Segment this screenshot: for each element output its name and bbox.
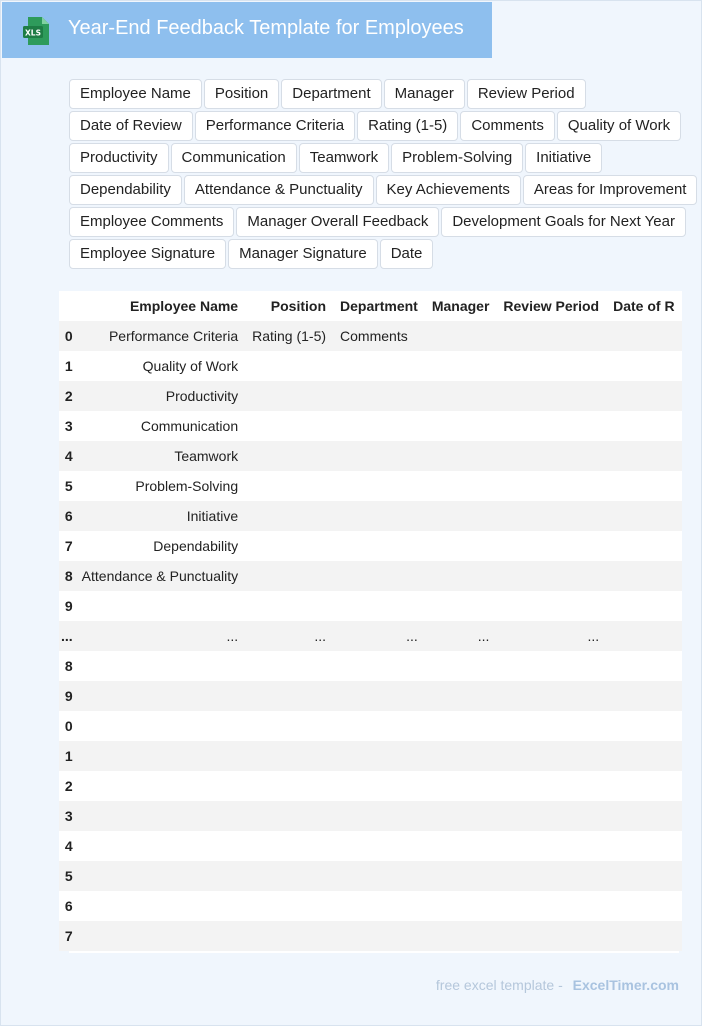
table-cell [496,651,606,681]
row-index: 8 [59,561,75,591]
footer-brand-link[interactable]: ExcelTimer.com [572,977,679,993]
table-cell [333,801,425,831]
table-cell [425,411,497,441]
row-index: 5 [59,471,75,501]
field-tag[interactable]: Rating (1-5) [357,111,458,141]
table-cell [496,531,606,561]
table-cell [333,351,425,381]
table-cell [496,471,606,501]
table-cell [333,561,425,591]
table-cell: ... [333,621,425,651]
table-cell [606,741,681,771]
table-cell [496,891,606,921]
row-index: 3 [59,411,75,441]
field-tag[interactable]: Key Achievements [376,175,521,205]
row-index: 4 [59,441,75,471]
field-tag[interactable]: Manager Overall Feedback [236,207,439,237]
column-header: Manager [425,291,497,321]
table-cell [496,831,606,861]
field-tag[interactable]: Manager [384,79,465,109]
table-cell [245,441,333,471]
table-cell: Attendance & Punctuality [75,561,245,591]
table-cell [496,591,606,621]
row-index: 1 [59,741,75,771]
table-cell [75,681,245,711]
row-index: 9 [59,591,75,621]
row-index: 7 [59,921,75,951]
table-cell [425,471,497,501]
row-index: 0 [59,711,75,741]
table-cell: Performance Criteria [75,321,245,351]
table-cell [333,471,425,501]
table-cell [606,501,681,531]
table-cell [333,591,425,621]
table-cell [425,321,497,351]
footer-credit [436,977,679,993]
table-row [59,591,682,621]
table-row [59,651,682,681]
table-cell [425,531,497,561]
table-row [59,471,682,501]
table-cell [425,801,497,831]
footer-prefix: free excel template - [435,977,563,993]
table-cell [333,681,425,711]
table-cell [606,801,681,831]
column-header: Department [333,291,425,321]
table-cell [245,411,333,441]
table-cell [496,441,606,471]
table-cell [496,561,606,591]
table-cell [75,861,245,891]
table-row [59,411,682,441]
row-index: 5 [59,861,75,891]
table-cell [496,921,606,951]
table-cell: Communication [75,411,245,441]
row-index: 7 [59,531,75,561]
field-tag[interactable]: Date [380,239,434,269]
field-tag[interactable]: Department [281,79,381,109]
table-cell [425,831,497,861]
table-cell [496,681,606,711]
xls-icon-label: XLS [25,28,41,38]
table-cell [496,351,606,381]
table-cell [425,561,497,591]
table-cell [333,411,425,441]
table-cell [425,711,497,741]
column-header: Position [245,291,333,321]
table-cell [245,501,333,531]
table-cell [75,801,245,831]
table-cell [425,681,497,711]
table-cell: ... [425,621,497,651]
xls-file-icon [22,16,50,46]
field-tag[interactable]: Employee Name [69,79,202,109]
table-cell [333,651,425,681]
field-tag[interactable]: Performance Criteria [195,111,355,141]
table-row [59,861,682,891]
table-cell [245,591,333,621]
table-row [59,711,682,741]
table-cell [245,711,333,741]
table-cell [606,651,681,681]
table-cell [606,591,681,621]
table-cell: ... [245,621,333,651]
field-tag[interactable]: Problem-Solving [391,143,523,173]
table-row [59,441,682,471]
row-index: ... [59,621,75,651]
table-cell [333,831,425,861]
table-cell [425,651,497,681]
field-tag[interactable]: Employee Comments [69,207,234,237]
table-cell [425,741,497,771]
table-cell [606,831,681,861]
table-cell [75,771,245,801]
table-cell: Productivity [75,381,245,411]
table-row [59,501,682,531]
table-cell [75,891,245,921]
index-header [59,291,75,321]
field-tag[interactable]: Areas for Improvement [523,175,698,205]
table-cell [425,381,497,411]
table-cell [75,711,245,741]
column-header: Employee Name [75,291,245,321]
table-cell [333,861,425,891]
table-cell [425,351,497,381]
table-cell [606,771,681,801]
table-cell [333,381,425,411]
table-header-row [59,291,682,321]
table-row [59,921,682,951]
field-tag[interactable]: Comments [460,111,555,141]
table-cell [496,711,606,741]
table-row [59,771,682,801]
table-cell [425,771,497,801]
field-tag[interactable]: Teamwork [299,143,389,173]
table-cell [333,501,425,531]
table-cell [245,651,333,681]
table-cell [333,741,425,771]
table-cell [606,711,681,741]
field-tag[interactable]: Initiative [525,143,602,173]
table-cell [606,921,681,951]
table-cell [606,681,681,711]
field-tag-list [69,79,701,269]
table-cell [245,861,333,891]
table-cell [496,321,606,351]
table-cell [606,321,681,351]
table-cell [75,741,245,771]
table-cell [333,921,425,951]
table-cell [425,861,497,891]
row-index: 2 [59,381,75,411]
column-header: Review Period [496,291,606,321]
table-row [59,801,682,831]
table-cell [245,801,333,831]
table-cell [425,591,497,621]
table-cell [245,681,333,711]
row-index: 4 [59,831,75,861]
table-cell: Comments [333,321,425,351]
field-tag[interactable]: Manager Signature [228,239,378,269]
table-cell [245,891,333,921]
row-index: 3 [59,801,75,831]
table-cell [606,621,681,651]
table-cell [333,891,425,921]
table-cell: Dependability [75,531,245,561]
table-row [59,321,682,351]
header-banner [2,2,492,58]
row-index: 1 [59,351,75,381]
table-cell [496,501,606,531]
field-tag[interactable]: Dependability [69,175,182,205]
table-cell [75,651,245,681]
table-cell [496,381,606,411]
table-row [59,831,682,861]
field-tag[interactable]: Review Period [467,79,586,109]
table-cell [245,831,333,861]
spreadsheet-preview [61,291,679,953]
table-cell: Initiative [75,501,245,531]
table-cell: Rating (1-5) [245,321,333,351]
field-tag[interactable]: Quality of Work [557,111,681,141]
table-cell [606,441,681,471]
table-cell [496,861,606,891]
table-cell [425,441,497,471]
row-index: 6 [59,501,75,531]
row-index: 6 [59,891,75,921]
table-cell [496,771,606,801]
table-row [59,531,682,561]
table-cell [245,531,333,561]
table-cell [245,471,333,501]
column-header: Date of R [606,291,681,321]
table-cell [75,921,245,951]
table-row [59,741,682,771]
table-cell [606,381,681,411]
table-row [59,381,682,411]
table-cell [606,531,681,561]
table-cell [425,891,497,921]
table-cell: Problem-Solving [75,471,245,501]
table-cell [245,771,333,801]
table-cell [245,381,333,411]
table-cell [606,471,681,501]
table-row [59,891,682,921]
table-cell [496,741,606,771]
table-cell: ... [75,621,245,651]
field-tag[interactable]: Employee Signature [69,239,226,269]
field-tag[interactable]: Date of Review [69,111,193,141]
table-row [59,351,682,381]
page-title: Year-End Feedback Template for Employees [68,17,464,39]
table-cell [333,531,425,561]
field-tag[interactable]: Communication [171,143,297,173]
table-row [59,561,682,591]
table-cell [75,831,245,861]
table-cell: ... [496,621,606,651]
table-row [59,681,682,711]
table-cell [333,441,425,471]
table-cell [606,561,681,591]
table-cell [333,771,425,801]
row-index: 8 [59,651,75,681]
table-cell [245,921,333,951]
table-cell [496,801,606,831]
table-cell [496,411,606,441]
data-table [59,291,682,951]
table-cell [425,921,497,951]
table-cell [425,501,497,531]
table-cell [606,351,681,381]
field-tag[interactable]: Position [204,79,279,109]
field-tag[interactable]: Development Goals for Next Year [441,207,686,237]
table-cell [75,591,245,621]
table-cell [245,351,333,381]
row-index: 9 [59,681,75,711]
table-cell: Quality of Work [75,351,245,381]
table-cell [606,861,681,891]
table-cell: Teamwork [75,441,245,471]
table-cell [333,711,425,741]
row-index: 2 [59,771,75,801]
table-cell [606,411,681,441]
field-tag[interactable]: Attendance & Punctuality [184,175,374,205]
field-tag[interactable]: Productivity [69,143,169,173]
table-cell [245,561,333,591]
table-cell [606,891,681,921]
table-cell [245,741,333,771]
row-index: 0 [59,321,75,351]
table-row [59,621,682,651]
